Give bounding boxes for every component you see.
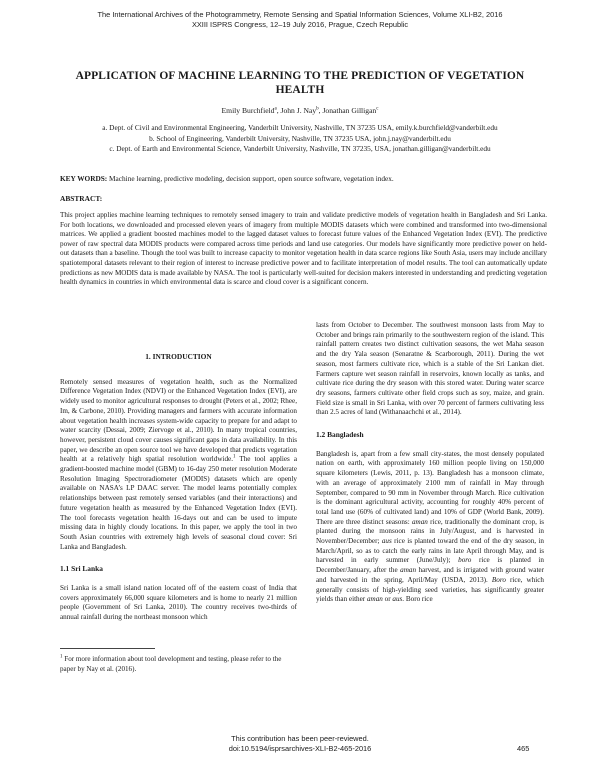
keywords-label: KEY WORDS:	[60, 174, 108, 183]
affiliation: c. Dept. of Earth and Environmental Science, Vanderbilt University, Nashville, TN 37235, USA, jonathan.gilligan@vanderbilt.edu	[109, 144, 491, 153]
running-header-line1: The International Archives of the Photogrammetry, Remote Sensing and Spatial Information Sciences, Volume XLI-B2, 2016	[97, 10, 503, 19]
author-mark: c	[376, 106, 379, 112]
sri-lanka-paragraph: Sri Lanka is a small island nation located off of the eastern coast of India that covers approximately 66,000 square kilometers and is home to nearly 21 million people (Government of Sri Lanka, 2010). The country receives two-thirds of annual rainfall during the northeast monsoon which	[60, 584, 297, 622]
page-footer	[0, 734, 600, 754]
bangladesh-text: . Boro rice	[402, 595, 433, 604]
author-list	[0, 106, 600, 115]
author-mark: b	[316, 106, 319, 112]
keywords	[60, 174, 550, 183]
term-aus: aus	[381, 537, 392, 546]
bangladesh-paragraph	[316, 450, 544, 605]
author-name: , John J. Nay	[276, 106, 317, 115]
left-column	[60, 352, 297, 623]
sri-lanka-paragraph-cont: lasts from October to December. The southwest monsoon lasts from May to October and brings rain primarily to the southwestern region of the island. This rainfall pattern creates two distinct cultivation seasons, the wet Maha season and the dry Yala season (Senaratne & Scarborough, 2011). During the wet season, most farmers cultivate rice, which is a stable of the Sri Lankan diet. Farmers capture wet season rainfall in reservoirs, known locally as tanks, and cultivate rice during the dry season with this stored water. During water scarce dry seasons, farmers cultivate other field crops such as soy, maize, and grain. Field size is small in Sri Lanka, with over 70 percent of farmers cultivating less than 2.5 acres of land (Withanaachchi et al., 2014).	[316, 321, 544, 417]
term-boro: boro	[458, 556, 472, 565]
bangladesh-text: rice is planted in December/January, after the	[316, 556, 544, 575]
affiliation: b. School of Engineering, Vanderbilt University, Nashville, TN 37235 USA, john.j.nay@vanderbilt.edu	[149, 133, 451, 143]
bangladesh-text: harvest, and is irrigated with ground water and harvested in the spring, April/May (USDA, 2013).	[316, 566, 544, 584]
intro-text-cont: The tool applies a gradient-boosted machine model (GBM) to 16-day 250 meter resolution Moderate Resolution Imaging Spectroradiometer (MODIS) datasets which are openly available on NASA’s LP DAAC server. The model learns potentially complex relationships between past remotely sensed variables (and their interactions) and future vegetation health as measured by the Enhanced Vegetation Index (EVI). The tool forecasts vegetation health 16-days out and can be used to impute missing data in highly cloudy locations. In this paper, we apply the tool in two South Asian countries with extremely high levels of seasonal cloud cover: Sri Lanka and Bangladesh.	[60, 455, 297, 551]
author-name: Emily Burchfield	[221, 106, 275, 115]
term-aus: aus	[392, 595, 403, 604]
section-heading-sri-lanka: 1.1 Sri Lanka	[60, 564, 103, 574]
keywords-text: Machine learning, predictive modeling, decision support, open source software, vegetation index.	[107, 174, 394, 183]
running-header-line2: XXIII ISPRS Congress, 12–19 July 2016, Prague, Czech Republic	[191, 20, 409, 29]
footnote	[60, 655, 297, 674]
paper-title: APPLICATION OF MACHINE LEARNING TO THE PREDICTION OF VEGETATION HEALTH	[75, 70, 525, 96]
affiliation-list	[0, 123, 600, 155]
page-number: 465	[517, 744, 530, 753]
abstract-text: This project applies machine learning techniques to remotely sensed imagery to train and validate predictive models of vegetation health in Bangladesh and Sri Lanka. For both locations, we downloaded and processed eleven years of imagery from multiple MODIS datasets which were combined and transformed into two-dimensional matrices. We applied a gradient boosted machines model to the lagged dataset values to forecast future values of the Enhanced Vegetation Index (EVI). The predictive power of raw spectral data MODIS products were compared across time periods and land use categories. Our models have significantly more predictive power on held-out datasets than a baseline. Though the tool was built to increase capacity to monitor vegetation health in data scarce regions like South Asia, users may include ancillary spatiotemporal datasets relevant to their region of interest to increase predictive power and to facilitate interpretation of model results. The tool can automatically update predictions as new MODIS data is made available by NASA. The tool is particularly well-suited for decision makers interested in understanding and predicting vegetation health dynamics in countries in which environmental data is scarce and cloud cover is a significant concern.	[60, 211, 547, 287]
affiliation: a. Dept. of Civil and Environmental Engineering, Vanderbilt University, Nashville, TN 37235 USA, emily.k.burchfield@vanderbilt.edu	[102, 123, 498, 132]
section-heading-introduction: 1. INTRODUCTION	[145, 352, 212, 361]
bangladesh-text: rice, which generally consists of high-yielding seed varieties, has significantly greater yields than either	[316, 575, 544, 604]
bangladesh-text: rice is planted toward the end of the dry season, in March/April, so as to catch the early rains in late April through May, and is harvested in early summer (June/July);	[316, 537, 545, 565]
footnote-ref: 1	[233, 454, 236, 460]
term-aman: aman	[400, 566, 417, 575]
bangladesh-text: Bangladesh is, apart from a few small city-states, the most densely populated nation on earth, with approximately 160 million people living on 150,000 square kilometers (Lewis, 2011, p. 13). Bangladesh has a monsoon climate, with an average of approximately 2100 mm of rainfall in May through September, compared to 90 mm in November through March. Rice cultivation is the dominant agricultural activity, accounting for roughly 40% percent of total land use (60% of cultivated land) and 10% of GDP (World Bank, 2009). There are three distinct seasons:	[316, 449, 544, 526]
term-aman: aman	[411, 517, 428, 526]
term-aman: aman	[366, 595, 383, 604]
right-column	[316, 321, 544, 605]
intro-text: Remotely sensed measures of vegetation health, such as the Normalized Difference Vegetation Index (NDVI) or the Enhanced Vegetation Index (EVI), are widely used to monitor agricultural responses to drought (Peters et al., 2002; Rhee, Im, & Carbone, 2010). Providing managers and farmers with accurate information about vegetation health increases system-wide capacity to prepare for and adapt to water scarcity (Dessai, 2009; Ziervoge et al., 2010). In many tropical countries, however, persistent cloud cover causes significant gaps in data availability. In this paper, we describe an open source tool we have developed that predicts vegetation health at a relatively high spatial resolution worldwide.	[60, 377, 297, 464]
author-name: , Jonathan Gilligan	[318, 106, 377, 115]
doi-link[interactable]: doi:10.5194/isprsarchives-XLI-B2-465-2016	[228, 744, 372, 753]
intro-paragraph	[60, 378, 297, 553]
author-mark: a	[274, 106, 277, 112]
bangladesh-text: or	[382, 595, 393, 604]
abstract-heading: ABSTRACT:	[60, 194, 103, 203]
footnote-divider	[60, 648, 155, 649]
footnote-mark: 1	[60, 654, 63, 660]
bangladesh-text: rice, traditionally the dominant crop, is planted during the monsoon rains in July/August, and is harvested in November/December;	[316, 517, 545, 546]
term-boro: Boro	[491, 575, 506, 584]
peer-review-note: This contribution has been peer-reviewed.	[231, 734, 369, 743]
running-header	[0, 10, 600, 30]
footnote-text: For more information about tool development and testing, please refer to the paper by Nay et al. (2016).	[60, 655, 282, 673]
section-heading-bangladesh: 1.2 Bangladesh	[316, 430, 364, 440]
